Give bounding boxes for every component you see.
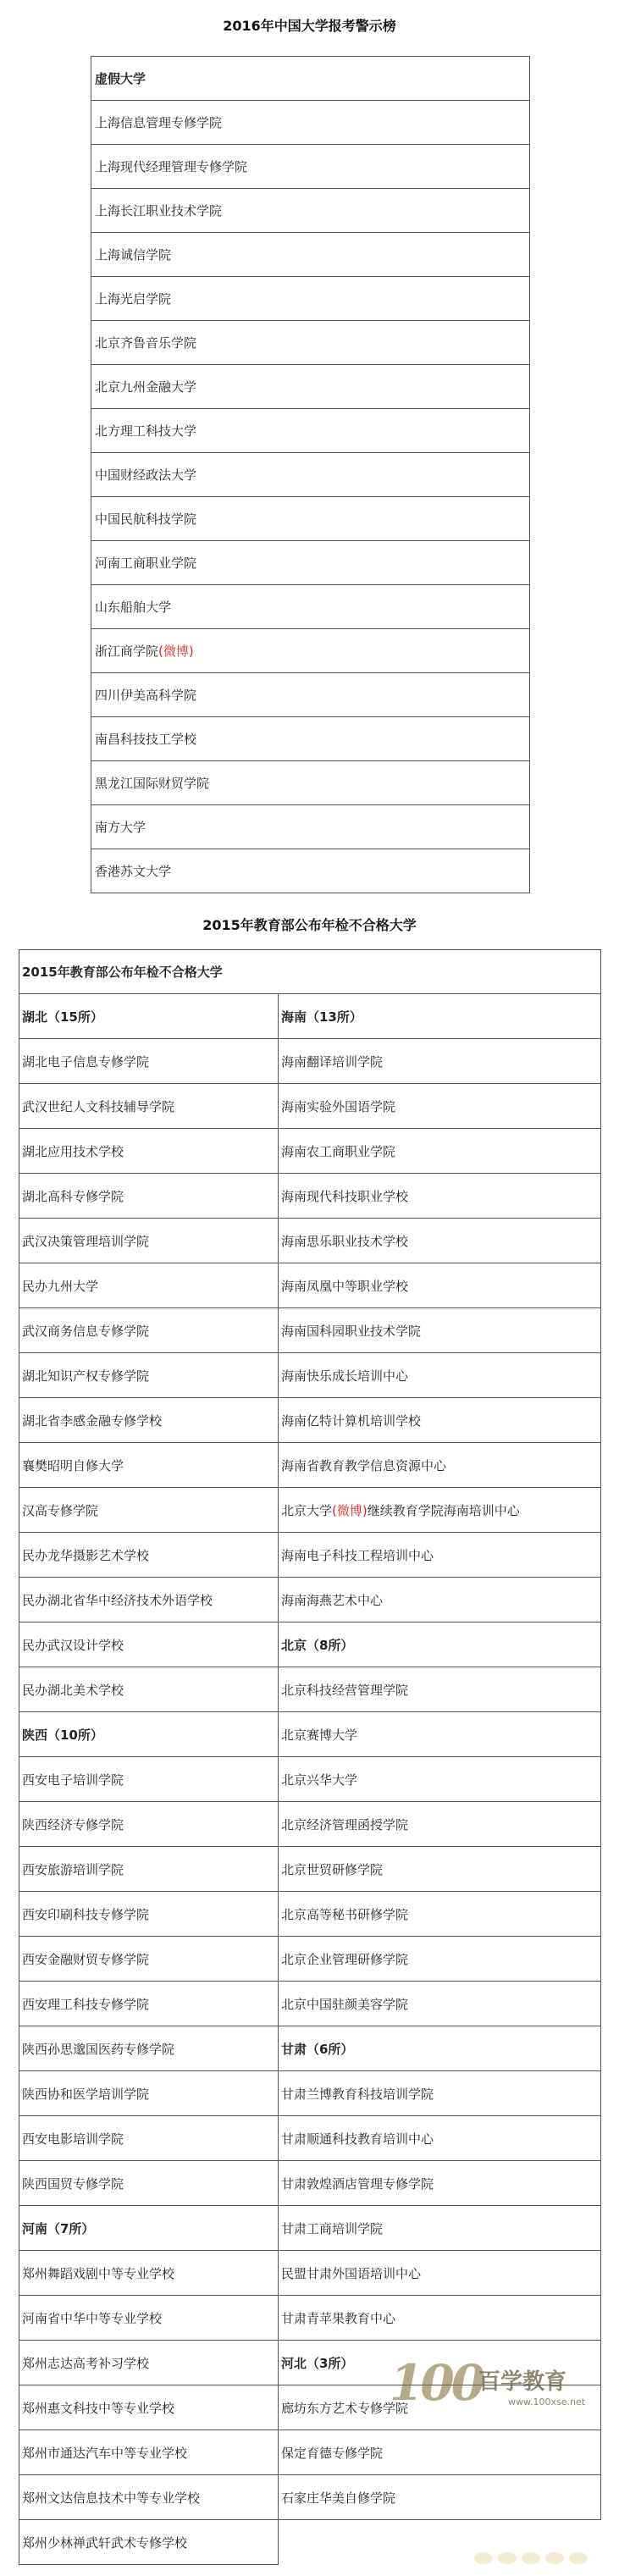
- institution-cell: [19, 1308, 279, 1353]
- institution-cell: [279, 1084, 601, 1129]
- university-name-cell: [91, 409, 530, 453]
- institution-cell: [279, 2475, 601, 2520]
- watermark-brand: 百学教育: [478, 2369, 567, 2395]
- university-name: 南昌科技技工学校: [95, 732, 197, 747]
- institution-cell: [19, 1622, 279, 1667]
- institution-cell: [19, 1847, 279, 1892]
- university-name: 中国财经政法大学: [95, 467, 197, 483]
- institution-name: 陕西经济专修学院: [22, 1816, 124, 1832]
- table-row: [19, 1084, 601, 1129]
- institution-cell: [19, 2116, 279, 2161]
- institution-cell: [279, 1667, 601, 1712]
- institution-cell: [19, 1667, 279, 1712]
- institution-cell: [19, 1443, 279, 1488]
- institution-name: 海南凤凰中等职业学校: [281, 1278, 409, 1294]
- institution-cell: [279, 2161, 601, 2206]
- institution-name: 西安理工科技专修学院: [22, 1996, 150, 2012]
- university-name-cell: [91, 145, 530, 189]
- institution-cell: [279, 1847, 601, 1892]
- university-name: 南方大学: [95, 820, 146, 835]
- institution-name: 武汉世纪人文科技辅导学院: [22, 1098, 175, 1114]
- table-row: [19, 1982, 601, 2026]
- table-row: [91, 277, 530, 321]
- institution-name: 甘肃敦煌酒店管理专修学院: [281, 2175, 434, 2192]
- institution-name: 湖北省李感金融专修学校: [22, 1412, 163, 1429]
- institution-name: 河南省中华中等专业学校: [22, 2310, 163, 2326]
- table-row: [19, 2071, 601, 2116]
- institution-name: 甘肃工商培训学院: [281, 2220, 384, 2236]
- institution-cell: [279, 1174, 601, 1219]
- institution-cell: [279, 1039, 601, 1084]
- institution-cell: [19, 1982, 279, 2026]
- institution-name: 北京世贸研修学院: [281, 1861, 384, 1877]
- institution-cell: [279, 1892, 601, 1937]
- institution-cell: [279, 1533, 601, 1578]
- weibo-link[interactable]: (微博): [158, 644, 194, 659]
- institution-cell: [19, 1937, 279, 1982]
- institution-cell: [279, 1488, 601, 1533]
- table-row: [91, 717, 530, 761]
- table-row: [19, 1174, 601, 1219]
- institution-cell: [19, 1488, 279, 1533]
- institution-cell: [279, 2071, 601, 2116]
- watermark-dots: [474, 2549, 610, 2568]
- university-name-cell: [91, 805, 530, 849]
- institution-name: 海南实验外国语学院: [281, 1098, 396, 1114]
- institution-cell: [19, 2430, 279, 2475]
- institution-name: 汉高专修学院: [22, 1502, 99, 1518]
- institution-cell: [19, 1129, 279, 1174]
- institution-name-suffix: 继续教育学院海南培训中心: [367, 1502, 520, 1518]
- institution-name: 北京高等秘书研修学院: [281, 1906, 409, 1922]
- institution-cell: [19, 2296, 279, 2341]
- institution-cell: [279, 1757, 601, 1802]
- institution-name: 民盟甘肃外国语培训中心: [281, 2265, 422, 2281]
- weibo-link[interactable]: (微博): [332, 1502, 368, 1518]
- institution-name: 北京大学: [281, 1502, 333, 1518]
- institution-cell: [19, 2251, 279, 2296]
- table-row: [19, 2161, 601, 2206]
- institution-name: 陕西协和医学培训学院: [22, 2086, 150, 2102]
- institution-name: 海南亿特计算机培训学校: [281, 1412, 422, 1429]
- table-row: [91, 145, 530, 189]
- institution-cell: [19, 1757, 279, 1802]
- table-row: [91, 365, 530, 409]
- table-row: [19, 1488, 601, 1533]
- institution-cell: [19, 1353, 279, 1398]
- table-row: [19, 1443, 601, 1488]
- institution-name: 北京科技经营管理学院: [281, 1682, 409, 1698]
- institution-name: 海南电子科技工程培训中心: [281, 1547, 434, 1563]
- university-name-cell: [91, 673, 530, 717]
- table-row: [19, 1219, 601, 1263]
- institution-name: 保定育德专修学院: [281, 2445, 384, 2461]
- institution-name: 海南思乐职业技术学校: [281, 1233, 409, 1249]
- institution-cell: [19, 1084, 279, 1129]
- table-row: [91, 805, 530, 849]
- table-row: [19, 1667, 601, 1712]
- university-name: 上海光启学院: [95, 291, 172, 307]
- institution-name: 西安金融财贸专修学院: [22, 1951, 150, 1967]
- region-header: 陕西（10所）: [22, 1727, 103, 1743]
- institution-name: 湖北知识产权专修学院: [22, 1368, 150, 1384]
- institution-name: 西安旅游培训学院: [22, 1861, 124, 1877]
- institution-cell: [19, 1578, 279, 1622]
- table-row: [91, 497, 530, 541]
- university-name: 山东船舶大学: [95, 600, 172, 615]
- institution-name: 西安电影培训学院: [22, 2131, 124, 2147]
- table-row: [19, 994, 601, 1039]
- institution-cell: [19, 1263, 279, 1308]
- institution-name: 陕西孙思邈国医药专修学院: [22, 2041, 175, 2057]
- table-row: [19, 2475, 601, 2520]
- region-header: 海南（13所）: [281, 1009, 362, 1025]
- institution-name: 郑州文达信息技术中等专业学校: [22, 2490, 201, 2506]
- table-row: [19, 1937, 601, 1982]
- table-row: [19, 1398, 601, 1443]
- table-row: [19, 2206, 601, 2251]
- institution-name: 湖北高科专修学院: [22, 1188, 124, 1204]
- university-name-cell: [91, 189, 530, 233]
- institution-name: 北京经济管理函授学院: [281, 1816, 409, 1832]
- institution-cell: [279, 1308, 601, 1353]
- university-name-cell: [91, 321, 530, 365]
- university-name: 上海信息管理专修学院: [95, 115, 223, 130]
- region-header-cell: [19, 1712, 279, 1757]
- university-name-cell: [91, 277, 530, 321]
- university-name-cell: [91, 849, 530, 893]
- university-name: 四川伊美高科学院: [95, 688, 197, 703]
- institution-cell: [279, 1398, 601, 1443]
- institution-name: 海南翻译培训学院: [281, 1053, 384, 1070]
- table-row: [19, 1578, 601, 1622]
- institution-name: 海南现代科技职业学校: [281, 1188, 409, 1204]
- table-row: [19, 1353, 601, 1398]
- table-row: [19, 1892, 601, 1937]
- institution-name: 民办龙华摄影艺术学校: [22, 1547, 150, 1563]
- region-header-cell: [279, 994, 601, 1039]
- institution-cell: [279, 1802, 601, 1847]
- institution-name: 陕西国贸专修学院: [22, 2175, 124, 2192]
- institution-name: 民办湖北美术学校: [22, 1682, 124, 1698]
- university-name: 上海诚信学院: [95, 247, 172, 263]
- institution-name: 西安电子培训学院: [22, 1772, 124, 1788]
- region-header-cell: [279, 2026, 601, 2071]
- institution-name: 襄樊昭明自修大学: [22, 1457, 124, 1473]
- institution-name: 海南农工商职业学院: [281, 1143, 396, 1159]
- table-row: [19, 2026, 601, 2071]
- table-row: [19, 1712, 601, 1757]
- institution-cell: [279, 1982, 601, 2026]
- table-row: [91, 101, 530, 145]
- region-header: 河北（3所）: [281, 2355, 354, 2371]
- table-row: [91, 761, 530, 805]
- table-caption: 2015年教育部公布年检不合格大学: [19, 950, 601, 994]
- region-header-cell: [19, 2206, 279, 2251]
- region-header: 湖北（15所）: [22, 1009, 103, 1025]
- table-row: [19, 1802, 601, 1847]
- university-name: 浙江商学院: [95, 644, 159, 659]
- table-row: [91, 453, 530, 497]
- institution-cell: [19, 2475, 279, 2520]
- institution-cell: [19, 2071, 279, 2116]
- university-name-cell: [91, 629, 530, 673]
- institution-cell: [19, 2520, 279, 2565]
- institution-cell: [279, 1353, 601, 1398]
- institution-cell: [279, 1712, 601, 1757]
- table-row: [19, 2116, 601, 2161]
- region-header-cell: [19, 994, 279, 1039]
- university-name-cell: [91, 497, 530, 541]
- institution-name: 西安印刷科技专修学院: [22, 1906, 150, 1922]
- university-name: 北京齐鲁音乐学院: [95, 335, 197, 351]
- table-row: [91, 849, 530, 893]
- institution-name: 北京赛博大学: [281, 1727, 358, 1743]
- institution-cell: [279, 1219, 601, 1263]
- table-row: [91, 321, 530, 365]
- university-name: 北方理工科技大学: [95, 423, 197, 439]
- institution-cell: [279, 2430, 601, 2475]
- institution-name: 北京中国驻颜美容学院: [281, 1996, 409, 2012]
- university-name: 香港苏文大学: [95, 864, 172, 879]
- fake-universities-table: [91, 56, 530, 893]
- institution-name: 武汉商务信息专修学院: [22, 1323, 150, 1339]
- table-row: [19, 1039, 601, 1084]
- institution-name: 郑州市通达汽车中等专业学校: [22, 2445, 188, 2461]
- institution-cell: [279, 2206, 601, 2251]
- institution-name: 甘肃顺通科技教育培训中心: [281, 2131, 434, 2147]
- institution-name: 民办湖北省华中经济技术外语学校: [22, 1592, 213, 1608]
- institution-name: 海南国科园职业技术学院: [281, 1323, 422, 1339]
- university-name-cell: [91, 585, 530, 629]
- table-row: [19, 1622, 601, 1667]
- institution-name: 北京兴华大学: [281, 1772, 358, 1788]
- institution-name: 甘肃青苹果教育中心: [281, 2310, 396, 2326]
- table-row: [19, 1533, 601, 1578]
- institution-cell: [279, 1129, 601, 1174]
- table-row: [91, 629, 530, 673]
- institution-cell: [19, 2385, 279, 2430]
- institution-cell: [19, 2161, 279, 2206]
- institution-name: 石家庄华美自修学院: [281, 2490, 396, 2506]
- table-row: [19, 2296, 601, 2341]
- table-row: [91, 673, 530, 717]
- institution-cell: [19, 1039, 279, 1084]
- institution-name: 武汉决策管理培训学院: [22, 1233, 150, 1249]
- institution-cell: [19, 1892, 279, 1937]
- institution-name: 海南快乐成长培训中心: [281, 1368, 409, 1384]
- institution-name: 海南省教育教学信息资源中心: [281, 1457, 447, 1473]
- university-name-cell: [91, 101, 530, 145]
- institution-name: 甘肃兰博教育科技培训学院: [281, 2086, 434, 2102]
- institution-name: 郑州志达高考补习学校: [22, 2355, 150, 2371]
- watermark-number: 100: [390, 2354, 483, 2412]
- table-row: [19, 1308, 601, 1353]
- institution-cell: [279, 1578, 601, 1622]
- university-name-cell: [91, 453, 530, 497]
- table-row: [91, 585, 530, 629]
- table-row: [91, 409, 530, 453]
- institution-cell: [279, 2296, 601, 2341]
- table-row: [91, 189, 530, 233]
- table-row: [91, 233, 530, 277]
- warning-list-title: 2016年中国大学报考警示榜: [223, 18, 396, 34]
- table-row: [91, 541, 530, 585]
- table-row: [19, 2430, 601, 2475]
- institution-cell: [279, 1443, 601, 1488]
- university-name: 上海长江职业技术学院: [95, 203, 223, 218]
- institution-cell: [279, 1263, 601, 1308]
- institution-cell: [19, 1398, 279, 1443]
- university-name-cell: [91, 761, 530, 805]
- table-header: 虚假大学: [91, 57, 530, 101]
- institution-name: 郑州惠文科技中等专业学校: [22, 2400, 175, 2416]
- institution-name: 民办武汉设计学校: [22, 1637, 124, 1653]
- region-header-cell: [279, 1622, 601, 1667]
- table-row: [19, 1129, 601, 1174]
- institution-name: 廊坊东方艺术专修学院: [281, 2400, 409, 2416]
- watermark-logo: [390, 2354, 593, 2430]
- institution-name: 湖北电子信息专修学院: [22, 1053, 150, 1070]
- failed-inspection-table: [19, 949, 601, 2565]
- institution-cell: [19, 2341, 279, 2385]
- region-header: 河南（7所）: [22, 2220, 95, 2236]
- institution-cell: [19, 2026, 279, 2071]
- table-row: [19, 1263, 601, 1308]
- institution-name: 郑州舞蹈戏剧中等专业学校: [22, 2265, 175, 2281]
- region-header: 北京（8所）: [281, 1637, 354, 1653]
- institution-name: 民办九州大学: [22, 1278, 99, 1294]
- institution-cell: [19, 1219, 279, 1263]
- university-name-cell: [91, 541, 530, 585]
- watermark-url: www.100xse.net: [508, 2396, 586, 2407]
- institution-name: 郑州少林禅武轩武术专修学校: [22, 2535, 188, 2551]
- institution-cell: [19, 1802, 279, 1847]
- region-header: 甘肃（6所）: [281, 2041, 354, 2057]
- university-name-cell: [91, 233, 530, 277]
- university-name: 黑龙江国际财贸学院: [95, 776, 210, 791]
- university-name: 中国民航科技学院: [95, 511, 197, 527]
- table-row: [19, 2251, 601, 2296]
- failed-inspection-title: 2015年教育部公布年检不合格大学: [202, 917, 417, 933]
- institution-cell: [279, 1937, 601, 1982]
- university-name: 上海现代经理管理专修学院: [95, 159, 248, 174]
- institution-cell: [19, 1174, 279, 1219]
- table-row: [19, 1847, 601, 1892]
- university-name: 北京九州金融大学: [95, 379, 197, 395]
- institution-name: 湖北应用技术学校: [22, 1143, 124, 1159]
- university-name-cell: [91, 365, 530, 409]
- institution-cell: [279, 2251, 601, 2296]
- university-name: 河南工商职业学院: [95, 556, 197, 571]
- table-row: [19, 1757, 601, 1802]
- institution-name: 海南海燕艺术中心: [281, 1592, 384, 1608]
- institution-cell: [19, 1533, 279, 1578]
- institution-name: 北京企业管理研修学院: [281, 1951, 409, 1967]
- university-name-cell: [91, 717, 530, 761]
- institution-cell: [279, 2116, 601, 2161]
